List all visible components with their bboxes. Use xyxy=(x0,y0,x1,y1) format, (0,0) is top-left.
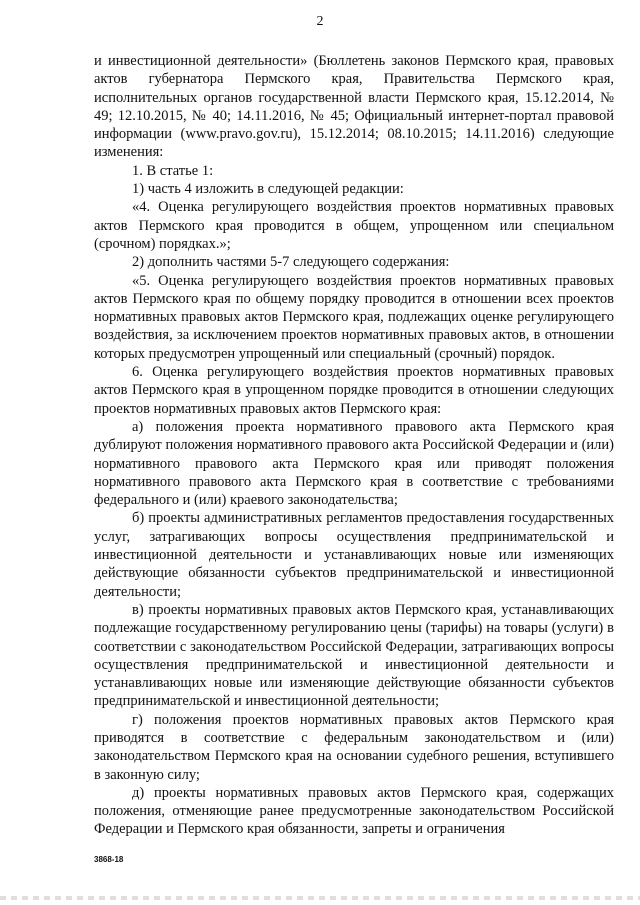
paragraph-part-5: «5. Оценка регулирующего воздействия проектов нормативных правовых актов Пермского края по общему порядку проводится в отношении всех проектов нормативных правовых актов Пермского края, подлежащих оценке регулирующего воздействия, за исключением проектов нормативных правовых актов, в отношении которых предусмотрен упрощенный или специальный (срочный) порядок. xyxy=(94,272,614,362)
paragraph-sub-a: а) положения проекта нормативного правового акта Пермского края дублируют положения нормативного правового акта Российской Федерации и (или) нормативного правового акта Пермского края или приводят положения нормативного правового акта Пермского края в соответствие с требованиями федерального и (или) краевого законодательства; xyxy=(94,418,614,509)
paragraph-sub-v: в) проекты нормативных правовых актов Пермского края, устанавливающих подлежащие государственному регулированию цены (тарифы) на товары (услуги) в соответствии с законодательством Российской Федерации, затрагивающих вопросы осуществления предпринимательской и инвестиционной деятельности и устанавливающих новые или изменяющие действующие обязанности субъектов предпринимательской и инвестиционной деятельности; xyxy=(94,601,614,710)
paragraph-part-4: «4. Оценка регулирующего воздействия проектов нормативных правовых актов Пермского края проводится в общем, упрощенном или специальном (срочном) порядках.»; xyxy=(94,199,614,252)
paragraph-sub-d: д) проекты нормативных правовых актов Пермского края, содержащих положения, отменяющие ранее предусмотренные законодательством Российской Федерации и Пермского края обязанности, запреты и ограничения xyxy=(94,784,614,838)
document-body xyxy=(94,52,614,839)
paragraph-intro: и инвестиционной деятельности» (Бюллетень законов Пермского края, правовых актов губернатора Пермского края, Правительства Пермского края, исполнительных органов государственной власти Пермского края, 15.12.2014, № 49; 12.10.2015, № 40; 14.11.2016, № 45; Официальный интернет-портал правовой информации (www.pravo.gov.ru), 15.12.2014; 08.10.2015; 14.11.2016) следующие изменения: xyxy=(94,53,614,161)
paragraph-article-1: 1. В статье 1: xyxy=(132,162,214,179)
paragraph-sub-b: б) проекты административных регламентов предоставления государственных услуг, затрагивающих вопросы осуществления предпринимательской и инвестиционной деятельности и устанавливающих новые или изменяющих действующие обязанности субъектов предпринимательской и инвестиционной деятельности; xyxy=(94,510,614,600)
paragraph-sub-g: г) положения проектов нормативных правовых актов Пермского края приводятся в соответствие с федеральным законодательством и (или) законодательством Пермского края на основании судебного решения, вступившего в законную силу; xyxy=(94,711,614,783)
paragraph-part-6: 6. Оценка регулирующего воздействия проектов нормативных правовых актов Пермского края в упрощенном порядке проводится в отношении следующих проектов нормативных правовых актов Пермского края: xyxy=(94,364,614,417)
paragraph-item-1: 1) часть 4 изложить в следующей редакции: xyxy=(132,181,404,198)
scan-edge-artifact xyxy=(0,896,640,900)
page-number: 2 xyxy=(316,14,324,29)
footer-document-code: 3868-18 xyxy=(94,855,124,864)
paragraph-item-2: 2) дополнить частями 5-7 следующего содержания: xyxy=(132,254,450,271)
